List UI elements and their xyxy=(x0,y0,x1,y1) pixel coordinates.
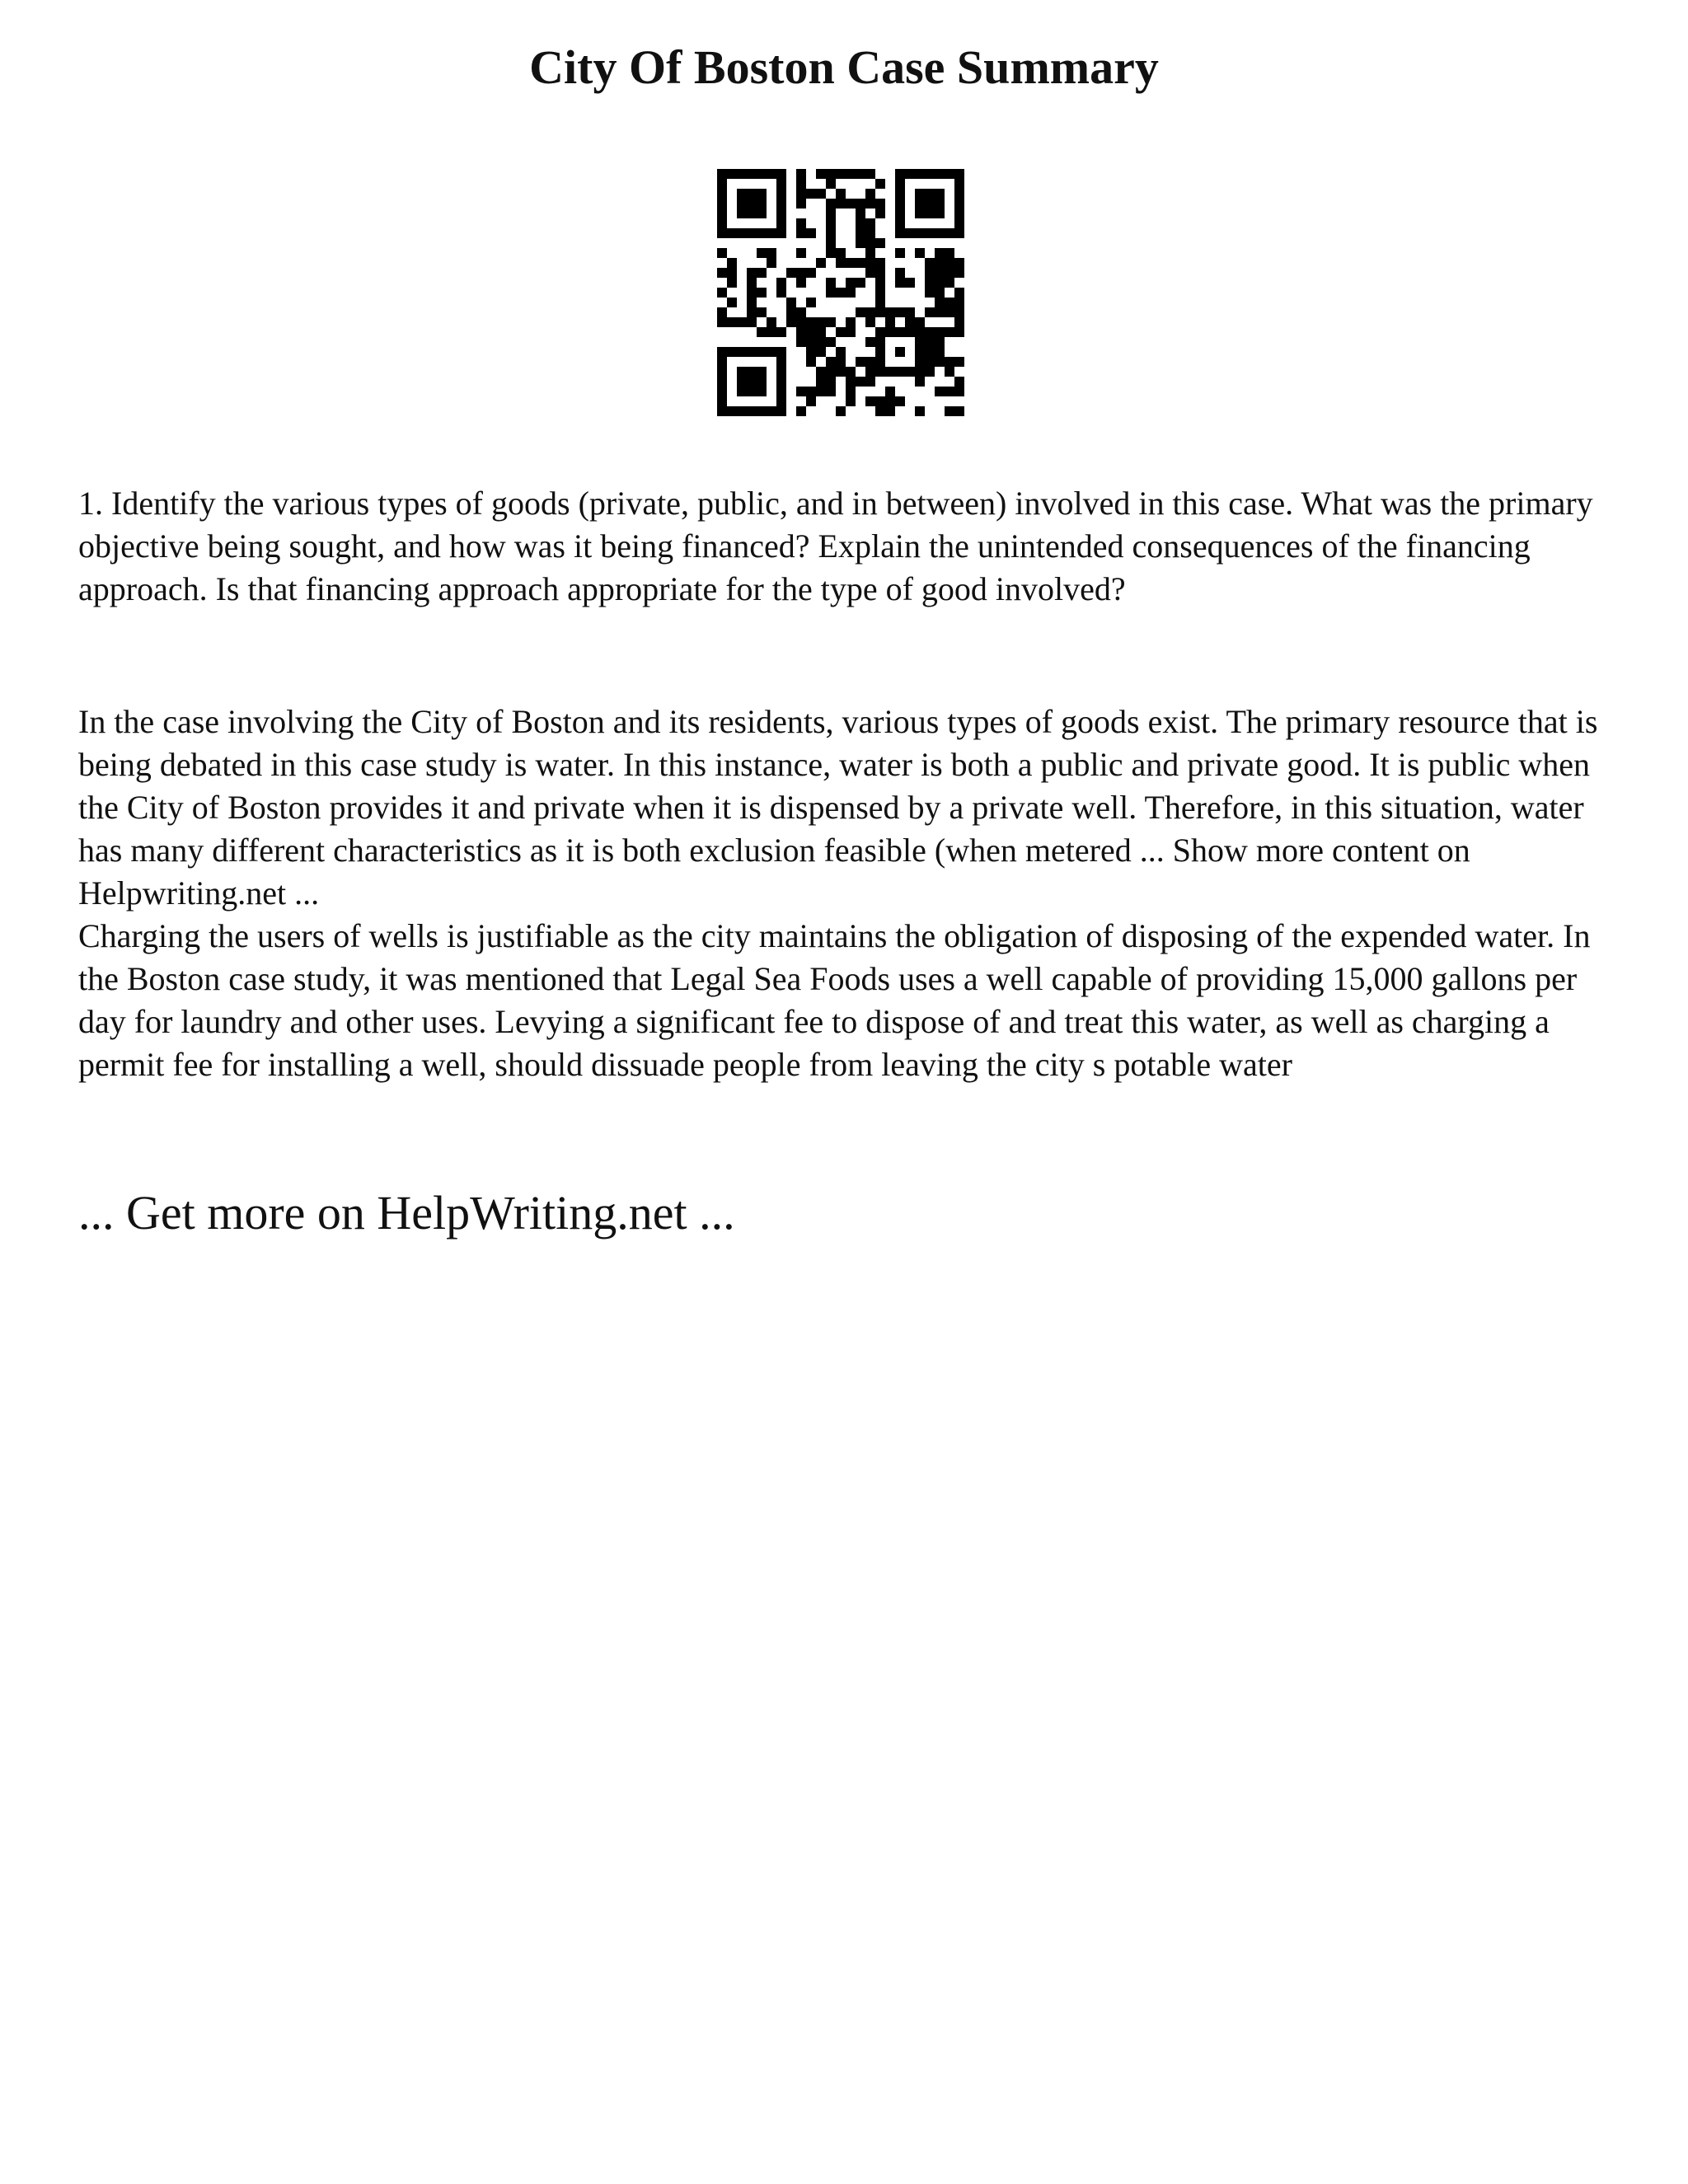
answer-paragraph-2: Charging the users of wells is justifiable as the city maintains the obligation of disposing of the expended water. In the Boston case study, it was mentioned that Legal Sea Foods uses a well capable of providing 15,000 gallons per day for laundry and other uses. Levying a significant fee to dispose of and treat this water, as well as charging a permit fee for installing a well, should dissuade people from leaving the city s potable water xyxy=(78,917,1591,1083)
qr-code-icon[interactable] xyxy=(717,169,964,416)
page-title: City Of Boston Case Summary xyxy=(529,40,1159,94)
answer-paragraph-1: In the case involving the City of Boston and its residents, various types of goods exist. The primary resource that is being debated in this case study is water. In this instance, water is both a public and private good. It is public when the City of Boston provides it and private when it is dispensed by a private well. Therefore, in this situation, water has many different characteristics as it is both exclusion feasible (when metered ... Show more content on Helpwriting.net ... xyxy=(78,703,1598,912)
qr-code-graphic xyxy=(717,169,964,416)
question-paragraph: 1. Identify the various types of goods (private, public, and in between) involved in this case. What was the primary objective being sought, and how was it being financed? Explain the unintended consequences of the financing approach. Is that financing approach appropriate for the type of good involved? xyxy=(78,485,1593,607)
answer-section xyxy=(78,701,1620,1086)
get-more-link[interactable]: ... Get more on HelpWriting.net ... xyxy=(78,1186,735,1240)
